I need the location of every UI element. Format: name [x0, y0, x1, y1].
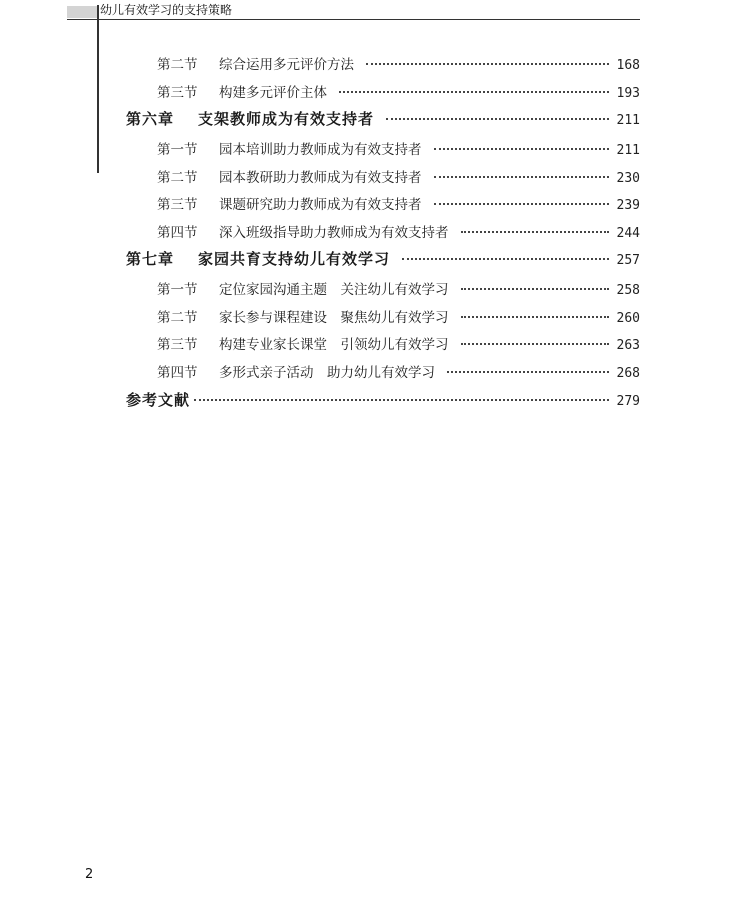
dot-leader [461, 288, 609, 290]
header-rule [67, 19, 640, 20]
toc-entry-page: 239 [616, 198, 640, 213]
toc-entry-title: 构建专业家长课堂 引领幼儿有效学习 [219, 337, 449, 353]
toc-entry-title: 综合运用多元评价方法 [219, 57, 354, 73]
toc-entry-number: 第三节 [157, 197, 198, 213]
toc-entry-number: 第二节 [157, 310, 198, 326]
toc-entry-page: 268 [616, 366, 640, 381]
header-gray-block [67, 6, 98, 18]
toc-chapter-page: 257 [616, 253, 640, 268]
toc-entry-number: 第四节 [157, 225, 198, 241]
dot-leader [461, 231, 609, 233]
toc-entry [157, 221, 640, 241]
toc-entry-number: 第三节 [157, 85, 198, 101]
toc-entry-title: 园本教研助力教师成为有效支持者 [219, 170, 422, 186]
toc-entry [157, 166, 640, 186]
toc-chapter [126, 248, 640, 269]
toc-entry-page: 168 [616, 58, 640, 73]
toc-chapter [126, 108, 640, 129]
toc-entry-title: 多形式亲子活动 助力幼儿有效学习 [219, 365, 435, 381]
toc-entry [157, 306, 640, 326]
running-header-title: 幼儿有效学习的支持策略 [100, 3, 233, 17]
toc-chapter-page: 211 [616, 113, 640, 128]
toc-entry-title: 定位家园沟通主题 关注幼儿有效学习 [219, 282, 449, 298]
toc-entry-number: 第二节 [157, 170, 198, 186]
dot-leader [434, 148, 609, 150]
dot-leader [339, 91, 609, 93]
toc-chapter-title: 家园共育支持幼儿有效学习 [198, 250, 391, 268]
toc-entry-number: 第三节 [157, 337, 198, 353]
header-vertical-bar [97, 5, 99, 173]
toc-chapter-title: 支架教师成为有效支持者 [198, 110, 375, 128]
toc-entry-title: 家长参与课程建设 聚焦幼儿有效学习 [219, 310, 449, 326]
dot-leader [402, 258, 609, 260]
toc-entry-title: 深入班级指导助力教师成为有效支持者 [219, 225, 449, 241]
toc-entry [157, 278, 640, 298]
toc-entry-page: 263 [616, 338, 640, 353]
page-number: 2 [85, 867, 94, 882]
toc-entry [157, 53, 640, 73]
dot-leader [461, 316, 609, 318]
toc-entry-page: 244 [616, 226, 640, 241]
toc-entry-title: 课题研究助力教师成为有效支持者 [219, 197, 422, 213]
dot-leader [447, 371, 609, 373]
toc-entry-title: 园本培训助力教师成为有效支持者 [219, 142, 422, 158]
toc-entry-page: 258 [616, 283, 640, 298]
toc-chapter-number: 第七章 [126, 250, 175, 268]
toc-entry-page: 260 [616, 311, 640, 326]
dot-leader [434, 203, 609, 205]
dot-leader [194, 399, 609, 401]
toc-entry [157, 81, 640, 101]
dot-leader [434, 176, 609, 178]
toc-chapter-number: 第六章 [126, 110, 175, 128]
toc-entry-page: 230 [616, 171, 640, 186]
toc-references [126, 389, 640, 410]
toc-entry-number: 第一节 [157, 142, 198, 158]
toc-entry-number: 第一节 [157, 282, 198, 298]
toc-references-title: 参考文献 [126, 391, 191, 409]
dot-leader [366, 63, 609, 65]
toc-references-page: 279 [616, 394, 640, 409]
toc-entry-page: 211 [616, 143, 640, 158]
toc-entry [157, 138, 640, 158]
toc-entry [157, 333, 640, 353]
toc-entry-number: 第二节 [157, 57, 198, 73]
dot-leader [461, 343, 609, 345]
toc-entry-number: 第四节 [157, 365, 198, 381]
dot-leader [386, 118, 609, 120]
toc-entry-page: 193 [616, 86, 640, 101]
toc-entry [157, 361, 640, 381]
toc-entry-title: 构建多元评价主体 [219, 85, 327, 101]
toc-entry [157, 193, 640, 213]
